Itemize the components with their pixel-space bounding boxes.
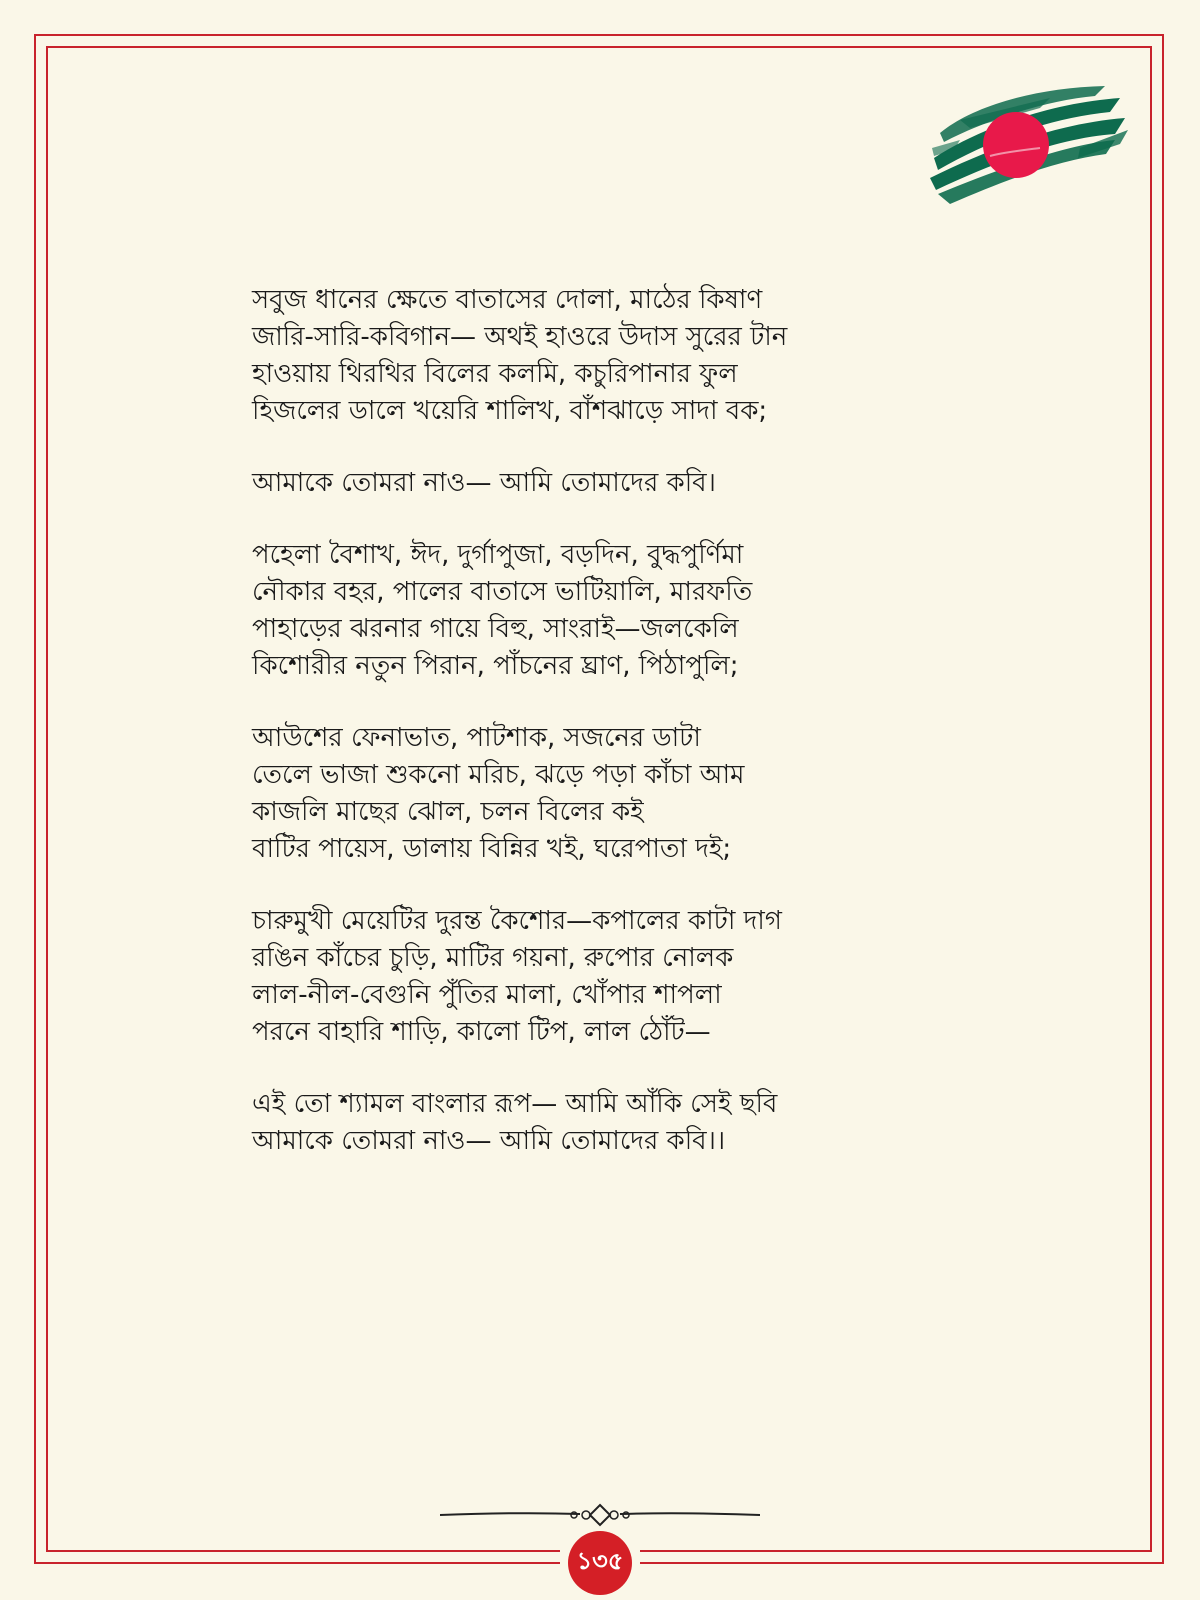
poem-line: লাল-নীল-বেগুনি পুঁতির মালা, খোঁপার শাপলা (252, 980, 722, 1010)
poem-line: আমাকে তোমরা নাও— আমি তোমাদের কবি।। (252, 1126, 726, 1156)
stanza (252, 465, 952, 502)
page-number: ১৩৫ (576, 1547, 624, 1575)
stanza (252, 537, 952, 685)
stanza (252, 1086, 952, 1160)
poem-line: পহেলা বৈশাখ, ঈদ, দুর্গাপুজা, বড়দিন, বুদ্ধপুর্ণিমা (252, 540, 744, 570)
bangladesh-flag-icon (930, 78, 1130, 208)
poem-line: পাহাড়ের ঝরনার গায়ে বিহু, সাংরাই—জলকেলি (252, 614, 739, 644)
poem-line: হিজলের ডালে খয়েরি শালিখ, বাঁশঝাড়ে সাদা বক; (252, 396, 768, 426)
poem-line: বাটির পায়েস, ডালায় বিন্নির খই, ঘরেপাতা দই; (252, 834, 732, 864)
poem-line: নৌকার বহর, পালের বাতাসে ভাটিয়ালি, মারফতি (252, 577, 753, 607)
poem-line: পরনে বাহারি শাড়ি, কালো টিপ, লাল ঠোঁট— (252, 1017, 711, 1047)
poem-line: আমাকে তোমরা নাও— আমি তোমাদের কবি। (252, 468, 716, 498)
poem-line: কিশোরীর নতুন পিরান, পাঁচনের ঘ্রাণ, পিঠাপুলি; (252, 651, 739, 681)
poem-line: চারুমুখী মেয়েটির দুরন্ত কৈশোর—কপালের কাটা দাগ (252, 906, 782, 936)
poem-line: হাওয়ায় থিরথির বিলের কলমি, কচুরিপানার ফুল (252, 359, 738, 389)
poem-line: জারি-সারি-কবিগান— অথই হাওরে উদাস সুরের টান (252, 322, 788, 352)
poem-line: এই তো শ্যামল বাংলার রূপ— আমি আঁকি সেই ছবি (252, 1089, 778, 1119)
poem-body (252, 282, 952, 1195)
poem-line: আউশের ফেনাভাত, পাটশাক, সজনের ডাটা (252, 723, 701, 753)
page-number-badge (568, 1531, 632, 1595)
poem-line: কাজলি মাছের ঝোল, চলন বিলের কই (252, 797, 644, 827)
divider-ornament-icon (440, 1500, 760, 1530)
poem-line: রঙিন কাঁচের চুড়ি, মাটির গয়না, রুপোর নোলক (252, 943, 734, 973)
stanza (252, 903, 952, 1051)
stanza (252, 720, 952, 868)
stanza (252, 282, 952, 430)
poem-line: সবুজ ধানের ক্ষেতে বাতাসের দোলা, মাঠের কিষাণ (252, 285, 763, 315)
poem-line: তেলে ভাজা শুকনো মরিচ, ঝড়ে পড়া কাঁচা আম (252, 760, 745, 790)
